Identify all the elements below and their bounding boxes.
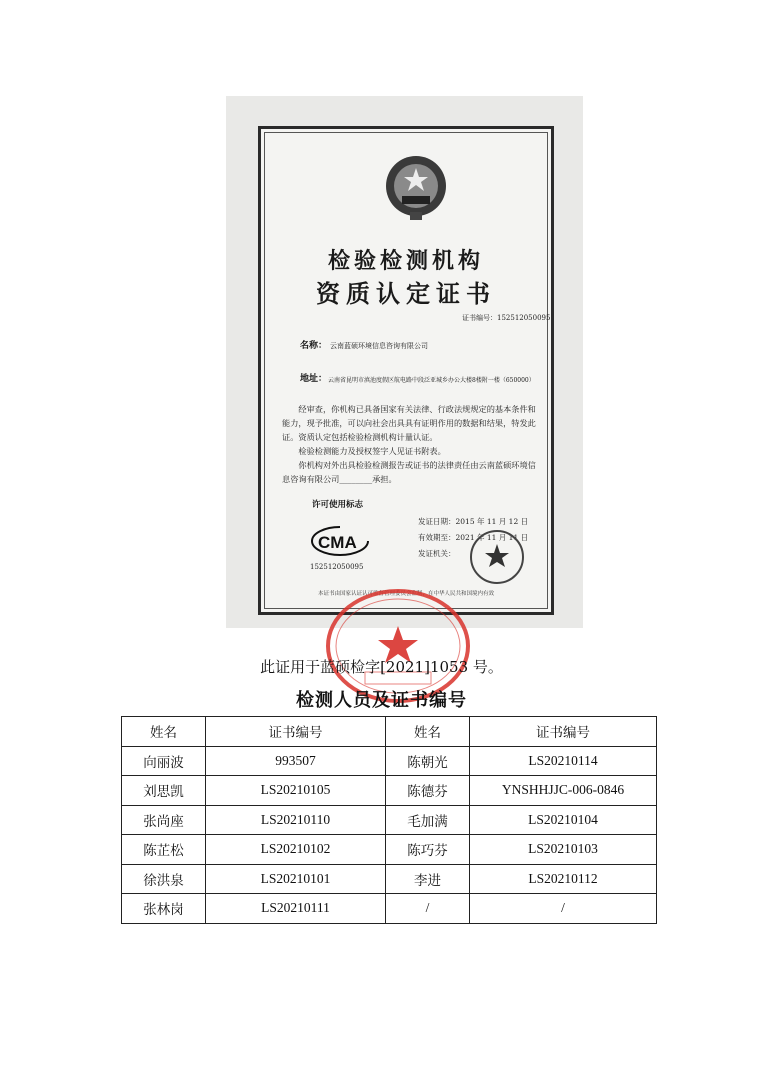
table-row — [122, 776, 657, 806]
issue-date: 发证日期：2015 年 11 月 12 日 — [418, 517, 529, 526]
certificate-title-line1: 检验检测机构 — [327, 248, 484, 274]
table-cell: LS20210111 — [206, 894, 386, 924]
table-cell: 刘思凯 — [122, 776, 206, 806]
table-cell: 徐洪泉 — [122, 864, 206, 894]
address-value: 云南省昆明市滇池度假区航电路中段泛亚城乡办公大楼8楼附一楼（650000） — [328, 377, 535, 384]
table-cell: 陈巧芬 — [386, 835, 470, 865]
table-cell: LS20210110 — [206, 805, 386, 835]
header-cell: 姓名 — [122, 717, 206, 747]
certificate-body — [282, 402, 544, 486]
cma-logo-text: CMA — [318, 533, 357, 552]
table-cell: 向丽波 — [122, 746, 206, 776]
issuer-label: 发证机关： — [418, 549, 456, 558]
staff-table-title: 检测人员及证书编号 — [296, 690, 467, 711]
address-label: 地址： — [300, 374, 328, 384]
table-row — [122, 835, 657, 865]
header-cell: 证书编号 — [206, 717, 386, 747]
table-cell: / — [470, 894, 657, 924]
table-cell: LS20210112 — [470, 864, 657, 894]
table-cell: / — [386, 894, 470, 924]
cma-number: 152512050095 — [310, 563, 364, 571]
table-cell: 993507 — [206, 746, 386, 776]
name-value: 云南蓝硕环境信息咨询有限公司 — [330, 342, 428, 350]
approval-text: 此证用于蓝硕检字[2021]1053 号。 — [260, 658, 503, 676]
name-label: 名称： — [300, 341, 328, 351]
table-cell: 张尚座 — [122, 805, 206, 835]
cma-mark — [310, 525, 370, 571]
table-cell: 毛加满 — [386, 805, 470, 835]
table-cell: 张林岗 — [122, 894, 206, 924]
body-paragraph: 检验检测能力及授权签字人见证书附表。 — [298, 446, 446, 456]
staff-table — [121, 716, 657, 924]
table-cell: 李进 — [386, 864, 470, 894]
national-emblem-icon — [380, 152, 452, 224]
body-paragraph: 你机构对外出具检验检测报告或证书的法律责任由云南蓝硕环境信息咨询有限公司________承担。 — [282, 460, 536, 484]
valid-until: 有效期至：2021 年 11 月 11 日 — [418, 533, 529, 542]
table-cell: 陈芷松 — [122, 835, 206, 865]
body-paragraph: 经审查，你机构已具备国家有关法律、行政法规规定的基本条件和能力，现予批准，可以向社会出具具有证明作用的数据和结果，特发此证。资质认定包括检验检测机构计量认证。 — [282, 404, 536, 442]
table-cell: LS20210101 — [206, 864, 386, 894]
table-cell: 陈朝光 — [386, 746, 470, 776]
header-cell: 证书编号 — [470, 717, 657, 747]
license-mark-label: 许可使用标志 — [312, 500, 364, 510]
certificate-number — [462, 313, 550, 323]
issuer-seal-icon — [468, 528, 526, 586]
table-row — [122, 894, 657, 924]
table-cell: LS20210103 — [470, 835, 657, 865]
table-cell: LS20210105 — [206, 776, 386, 806]
table-row — [122, 746, 657, 776]
table-cell: YNSHHJJC-006-0846 — [470, 776, 657, 806]
table-header-row — [122, 717, 657, 747]
table-cell: 陈德芬 — [386, 776, 470, 806]
certificate-title-line2: 资质认定证书 — [316, 279, 496, 308]
certificate-footer-note: 本证书由国家认证认可监督管理委员会监制，在中华人民共和国境内有效 — [317, 591, 494, 597]
header-cell: 姓名 — [386, 717, 470, 747]
table-cell: LS20210102 — [206, 835, 386, 865]
table-cell: LS20210104 — [470, 805, 657, 835]
table-row — [122, 805, 657, 835]
table-row — [122, 864, 657, 894]
table-cell: LS20210114 — [470, 746, 657, 776]
certificate-number-label: 证书编号： — [462, 314, 497, 322]
cma-logo-icon — [310, 525, 370, 557]
certificate-number-value: 152512050095 — [497, 314, 551, 322]
